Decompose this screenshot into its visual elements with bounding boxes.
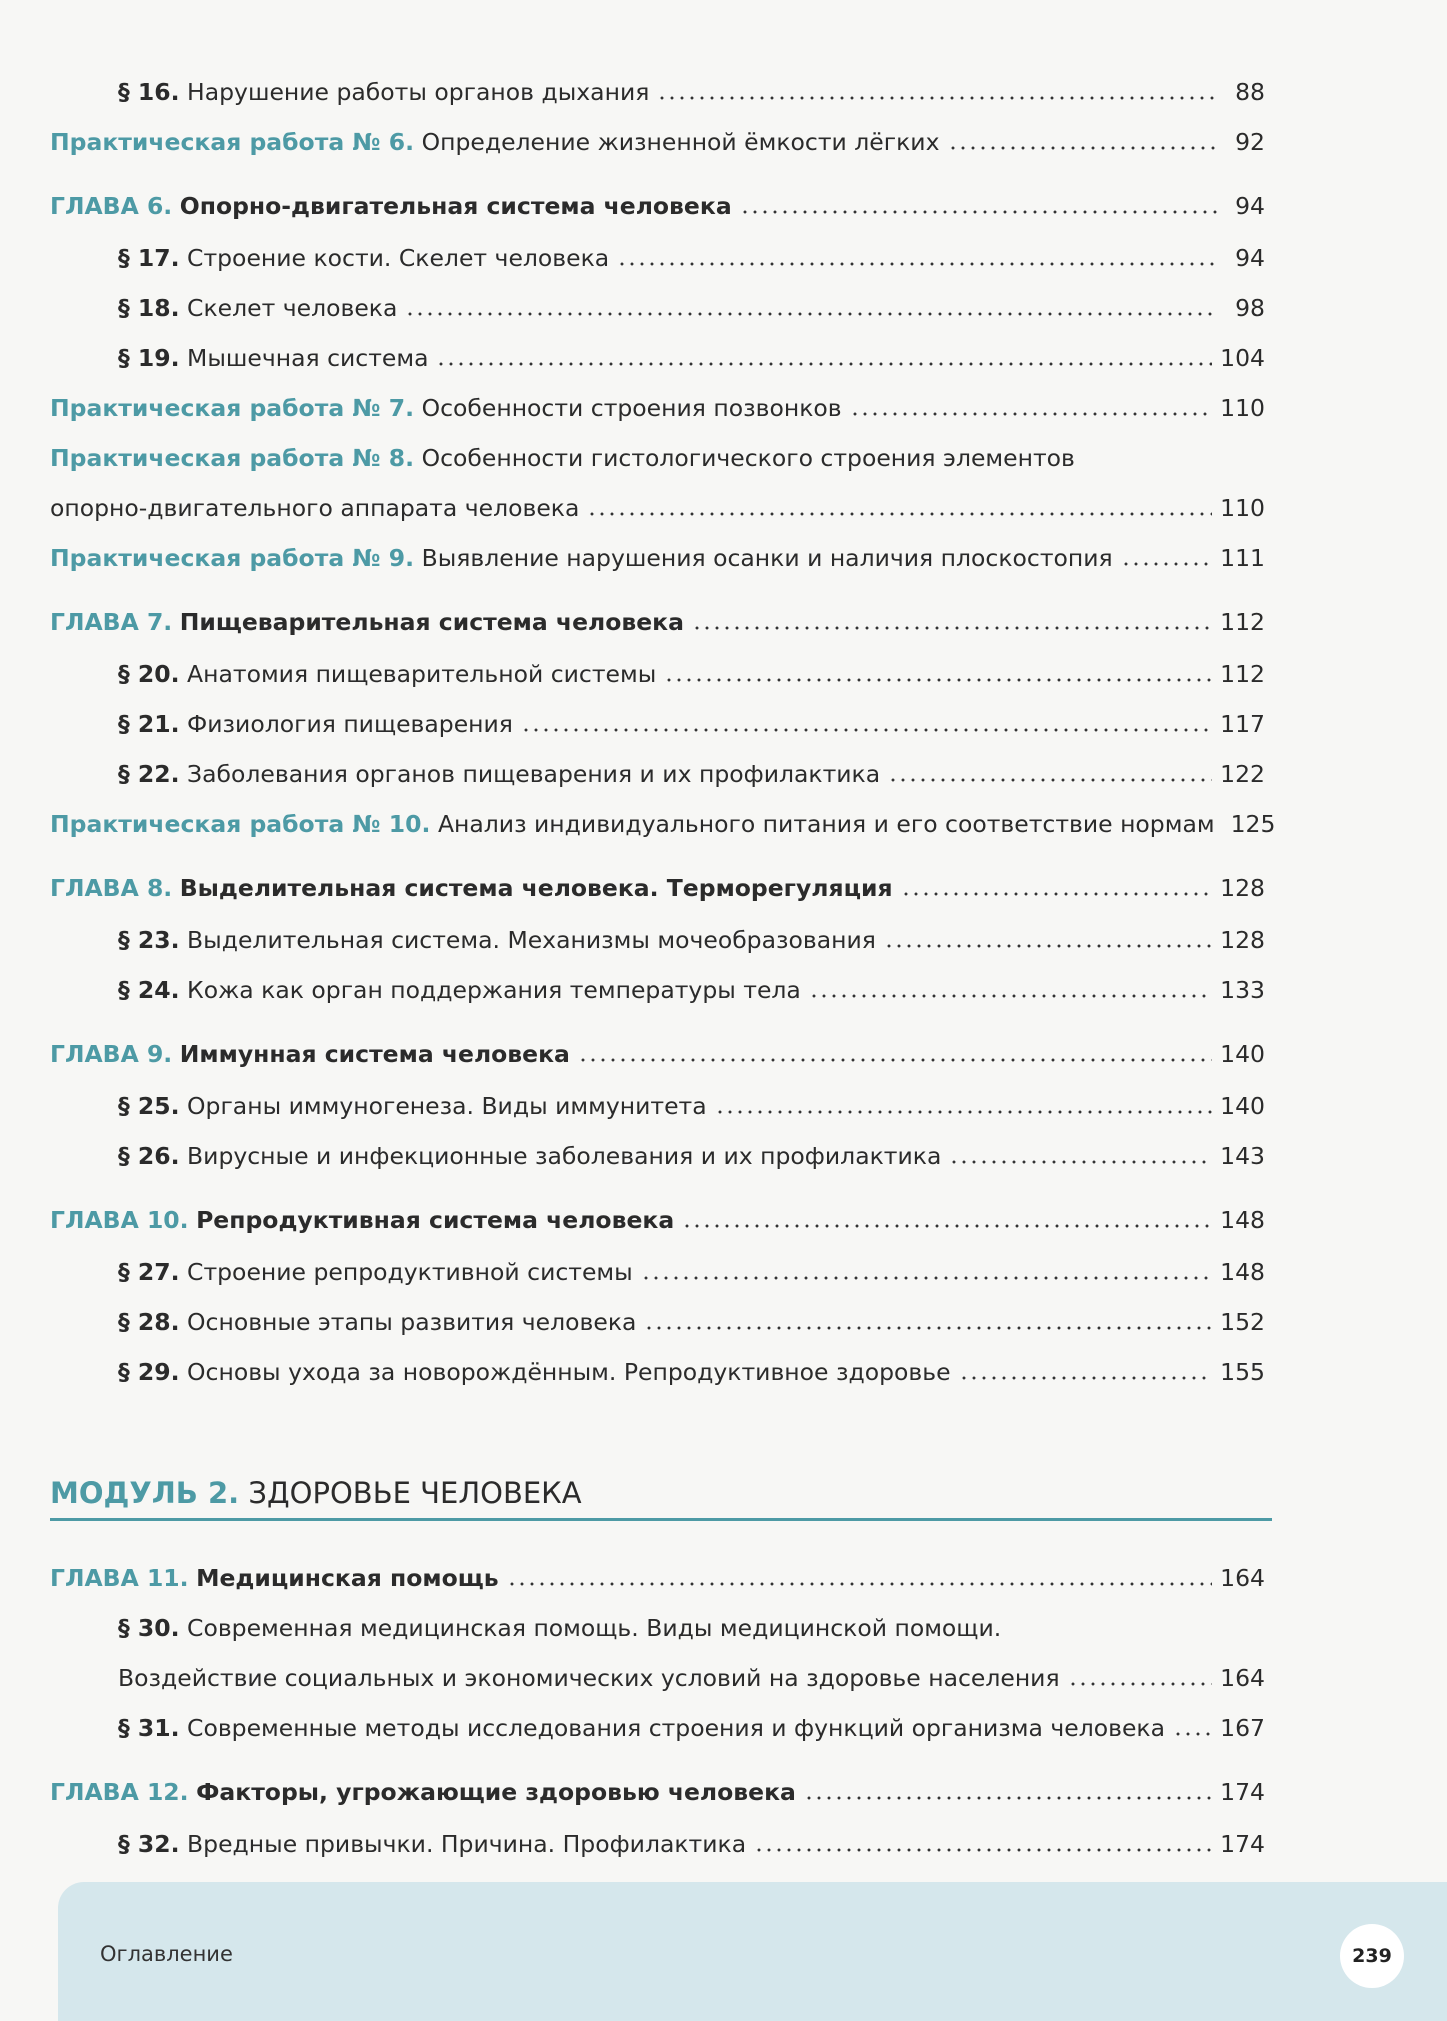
- entry-label: [118, 1142, 941, 1170]
- entry-label: [50, 874, 893, 902]
- toc-entry-para[interactable]: [118, 1084, 1265, 1120]
- entry-label: [118, 78, 649, 106]
- entry-number: Практическая работа № 6.: [50, 128, 415, 156]
- entry-number: § 25.: [118, 1092, 180, 1120]
- entry-title: Выявление нарушения осанки и наличия плоскостопия: [421, 544, 1113, 572]
- entry-title: Вредные привычки. Причина. Профилактика: [187, 1830, 747, 1858]
- entry-page: 92: [1235, 128, 1265, 156]
- entry-title: Репродуктивная система человека: [196, 1206, 675, 1234]
- leader-dots: [657, 96, 1217, 100]
- entry-label: [50, 1206, 674, 1234]
- entry-page: 110: [1220, 394, 1265, 422]
- entry-label: [118, 1258, 633, 1286]
- toc-entry-chap[interactable]: [50, 600, 1265, 636]
- entry-page: 133: [1220, 976, 1265, 1004]
- entry-page: 174: [1220, 1830, 1265, 1858]
- entry-title: Заболевания органов пищеварения и их профилактика: [187, 760, 881, 788]
- entry-number: ГЛАВА 7.: [50, 608, 173, 636]
- leader-dots: [436, 362, 1212, 366]
- toc-entry-prac[interactable]: [50, 386, 1265, 422]
- entry-title: Органы иммуногенеза. Виды иммунитета: [187, 1092, 707, 1120]
- toc-entry-para[interactable]: [118, 236, 1265, 272]
- entry-label: [50, 394, 842, 422]
- toc-entry-continuation[interactable]: [118, 1656, 1265, 1692]
- entry-label: [118, 294, 397, 322]
- entry-title: Строение кости. Скелет человека: [187, 244, 610, 272]
- entry-page: 98: [1235, 294, 1265, 322]
- leader-dots: [1068, 1682, 1213, 1686]
- entry-page: 112: [1220, 660, 1265, 688]
- leader-dots: [682, 1224, 1212, 1228]
- leader-dots: [507, 1582, 1213, 1586]
- leader-dots: [521, 728, 1212, 732]
- toc-entry-chap[interactable]: [50, 1556, 1265, 1592]
- entry-title: Пищеварительная система человека: [179, 608, 684, 636]
- entry-page: 128: [1220, 874, 1265, 902]
- entry-number: § 32.: [118, 1830, 180, 1858]
- leader-dots: [888, 778, 1212, 782]
- entry-number: § 27.: [118, 1258, 180, 1286]
- entry-title: Определение жизненной ёмкости лёгких: [421, 128, 940, 156]
- entry-page: 155: [1220, 1358, 1265, 1386]
- leader-dots: [948, 146, 1218, 150]
- entry-number: § 23.: [118, 926, 180, 954]
- entry-title: Иммунная система человека: [179, 1040, 570, 1068]
- leader-dots: [587, 512, 1212, 516]
- entry-title: Анатомия пищеварительной системы: [187, 660, 657, 688]
- leader-dots: [901, 892, 1213, 896]
- entry-title: Физиология пищеварения: [187, 710, 513, 738]
- leader-dots: [641, 1276, 1212, 1280]
- entry-title: Выделительная система. Механизмы мочеобразования: [187, 926, 876, 954]
- toc-entry-prac[interactable]: [50, 802, 1276, 838]
- entry-number: § 31.: [118, 1714, 180, 1742]
- entry-page: 110: [1220, 494, 1265, 522]
- toc-entry-chap[interactable]: [50, 866, 1265, 902]
- page-number: 239: [1340, 1924, 1404, 1988]
- entry-number: § 29.: [118, 1358, 180, 1386]
- leader-dots: [740, 210, 1217, 214]
- toc-entry-para[interactable]: [118, 1606, 1265, 1642]
- toc-entry-chap[interactable]: [50, 1770, 1265, 1806]
- entry-label: [50, 192, 732, 220]
- leader-dots: [1173, 1732, 1212, 1736]
- entry-label: [50, 544, 1113, 572]
- leader-dots: [664, 678, 1212, 682]
- entry-title: Современные методы исследования строения и функций организма человека: [187, 1714, 1166, 1742]
- entry-page: 143: [1220, 1142, 1265, 1170]
- entry-label: [50, 128, 940, 156]
- leader-dots: [809, 994, 1212, 998]
- entry-label: [118, 1358, 951, 1386]
- entry-number: Практическая работа № 9.: [50, 544, 415, 572]
- entry-number: § 16.: [118, 78, 180, 106]
- entry-title: Медицинская помощь: [196, 1564, 499, 1592]
- entry-page: 94: [1235, 244, 1265, 272]
- entry-page: 94: [1235, 192, 1265, 220]
- leader-dots: [692, 626, 1212, 630]
- leader-dots: [850, 412, 1213, 416]
- toc-entry-para[interactable]: [118, 652, 1265, 688]
- entry-title: Особенности гистологического строения элементов: [421, 444, 1075, 472]
- leader-dots: [949, 1160, 1212, 1164]
- entry-page: 125: [1230, 810, 1276, 838]
- entry-label: [118, 1830, 746, 1858]
- entry-number: § 21.: [118, 710, 180, 738]
- toc-entry-prac[interactable]: [50, 536, 1265, 572]
- entry-page: 104: [1220, 344, 1265, 372]
- entry-number: ГЛАВА 11.: [50, 1564, 189, 1592]
- entry-label: [118, 710, 513, 738]
- leader-dots: [617, 262, 1217, 266]
- entry-title: Вирусные и инфекционные заболевания и их профилактика: [187, 1142, 942, 1170]
- toc-entry-para[interactable]: [118, 1706, 1265, 1742]
- entry-page: 174: [1220, 1778, 1265, 1806]
- entry-title: Факторы, угрожающие здоровью человека: [196, 1778, 796, 1806]
- entry-page: 164: [1220, 1564, 1265, 1592]
- module-number: МОДУЛЬ 2.: [50, 1476, 240, 1510]
- entry-label: [118, 660, 656, 688]
- toc-entry-para[interactable]: [118, 968, 1265, 1004]
- entry-label: [118, 760, 880, 788]
- entry-label: [118, 244, 609, 272]
- leader-dots: [959, 1376, 1213, 1380]
- entry-label: [118, 976, 801, 1004]
- entry-number: § 24.: [118, 976, 180, 1004]
- entry-number: Практическая работа № 10.: [50, 810, 431, 838]
- toc-entry-para[interactable]: [118, 702, 1265, 738]
- entry-number: § 19.: [118, 344, 180, 372]
- entry-title: Скелет человека: [187, 294, 398, 322]
- entry-number: § 26.: [118, 1142, 180, 1170]
- toc-entry-para[interactable]: [118, 1134, 1265, 1170]
- footer-section-label: Оглавление: [100, 1942, 233, 1966]
- entry-page: 128: [1220, 926, 1265, 954]
- entry-title: Нарушение работы органов дыхания: [187, 78, 650, 106]
- entry-number: ГЛАВА 6.: [50, 192, 173, 220]
- entry-page: 152: [1220, 1308, 1265, 1336]
- entry-page: 148: [1220, 1206, 1265, 1234]
- entry-number: § 30.: [118, 1614, 180, 1642]
- entry-label: [118, 1308, 636, 1336]
- entry-page: 148: [1220, 1258, 1265, 1286]
- entry-number: § 17.: [118, 244, 180, 272]
- entry-page: 140: [1220, 1092, 1265, 1120]
- entry-label: [50, 810, 1215, 838]
- entry-number: ГЛАВА 8.: [50, 874, 173, 902]
- entry-label: [50, 1778, 796, 1806]
- toc-entry-prac[interactable]: [50, 120, 1265, 156]
- entry-label: [118, 926, 876, 954]
- leader-dots: [715, 1110, 1213, 1114]
- entry-title: Выделительная система человека. Терморегуляция: [179, 874, 893, 902]
- toc-entry-para[interactable]: [118, 70, 1265, 106]
- entry-title: Особенности строения позвонков: [421, 394, 842, 422]
- entry-number: Практическая работа № 8.: [50, 444, 415, 472]
- entry-number: § 22.: [118, 760, 180, 788]
- entry-page: 112: [1220, 608, 1265, 636]
- page-footer: [58, 1882, 1447, 2021]
- entry-number: ГЛАВА 12.: [50, 1778, 189, 1806]
- entry-title: Анализ индивидуального питания и его соответствие нормам: [437, 810, 1215, 838]
- entry-title: Кожа как орган поддержания температуры тела: [187, 976, 801, 1004]
- entry-label: [118, 344, 428, 372]
- leader-dots: [804, 1796, 1212, 1800]
- toc-entry-chap[interactable]: [50, 1198, 1265, 1234]
- entry-title: Современная медицинская помощь. Виды медицинской помощи.: [187, 1614, 1002, 1642]
- toc-entry-para[interactable]: [118, 1822, 1265, 1858]
- entry-title: Основные этапы развития человека: [187, 1308, 637, 1336]
- entry-number: Практическая работа № 7.: [50, 394, 415, 422]
- toc-entry-prac[interactable]: [50, 436, 1265, 472]
- entry-number: § 18.: [118, 294, 180, 322]
- leader-dots: [578, 1058, 1212, 1062]
- leader-dots: [1121, 562, 1212, 566]
- entry-title: Мышечная система: [187, 344, 429, 372]
- entry-label: [118, 1092, 707, 1120]
- entry-page: 167: [1220, 1714, 1265, 1742]
- entry-label: [50, 1564, 499, 1592]
- toc-entry-para[interactable]: [118, 918, 1265, 954]
- leader-dots: [405, 312, 1217, 316]
- toc-entry-continuation[interactable]: [50, 486, 1265, 522]
- entry-label: [118, 1714, 1165, 1742]
- leader-dots: [644, 1326, 1212, 1330]
- toc-entry-para[interactable]: [118, 752, 1265, 788]
- entry-number: ГЛАВА 10.: [50, 1206, 189, 1234]
- module-title: ЗДОРОВЬЕ ЧЕЛОВЕКА: [248, 1476, 582, 1510]
- entry-label: [50, 1040, 570, 1068]
- toc-entry-para[interactable]: [118, 1350, 1265, 1386]
- toc-entry-para[interactable]: [118, 336, 1265, 372]
- leader-dots: [884, 944, 1212, 948]
- module-heading: [50, 1476, 582, 1510]
- entry-number: § 28.: [118, 1308, 180, 1336]
- module-divider: [50, 1518, 1272, 1521]
- entry-page: 164: [1220, 1664, 1265, 1692]
- toc-entry-para[interactable]: [118, 1250, 1265, 1286]
- entry-title-continuation: опорно-двигательного аппарата человека: [50, 494, 580, 522]
- entry-title: Опорно-двигательная система человека: [179, 192, 732, 220]
- entry-number: ГЛАВА 9.: [50, 1040, 173, 1068]
- entry-page: 111: [1220, 544, 1265, 572]
- toc-entry-para[interactable]: [118, 286, 1265, 322]
- entry-page: 140: [1220, 1040, 1265, 1068]
- entry-page: 117: [1220, 710, 1265, 738]
- entry-title: Строение репродуктивной системы: [187, 1258, 633, 1286]
- entry-page: 122: [1220, 760, 1265, 788]
- entry-title: Основы ухода за новорождённым. Репродуктивное здоровье: [187, 1358, 951, 1386]
- entry-page: 88: [1235, 78, 1265, 106]
- entry-label: [50, 608, 684, 636]
- leader-dots: [754, 1848, 1212, 1852]
- toc-entry-chap[interactable]: [50, 1032, 1265, 1068]
- toc-entry-para[interactable]: [118, 1300, 1265, 1336]
- toc-entry-chap[interactable]: [50, 184, 1265, 220]
- entry-number: § 20.: [118, 660, 180, 688]
- entry-title-continuation: Воздействие социальных и экономических условий на здоровье населения: [118, 1664, 1060, 1692]
